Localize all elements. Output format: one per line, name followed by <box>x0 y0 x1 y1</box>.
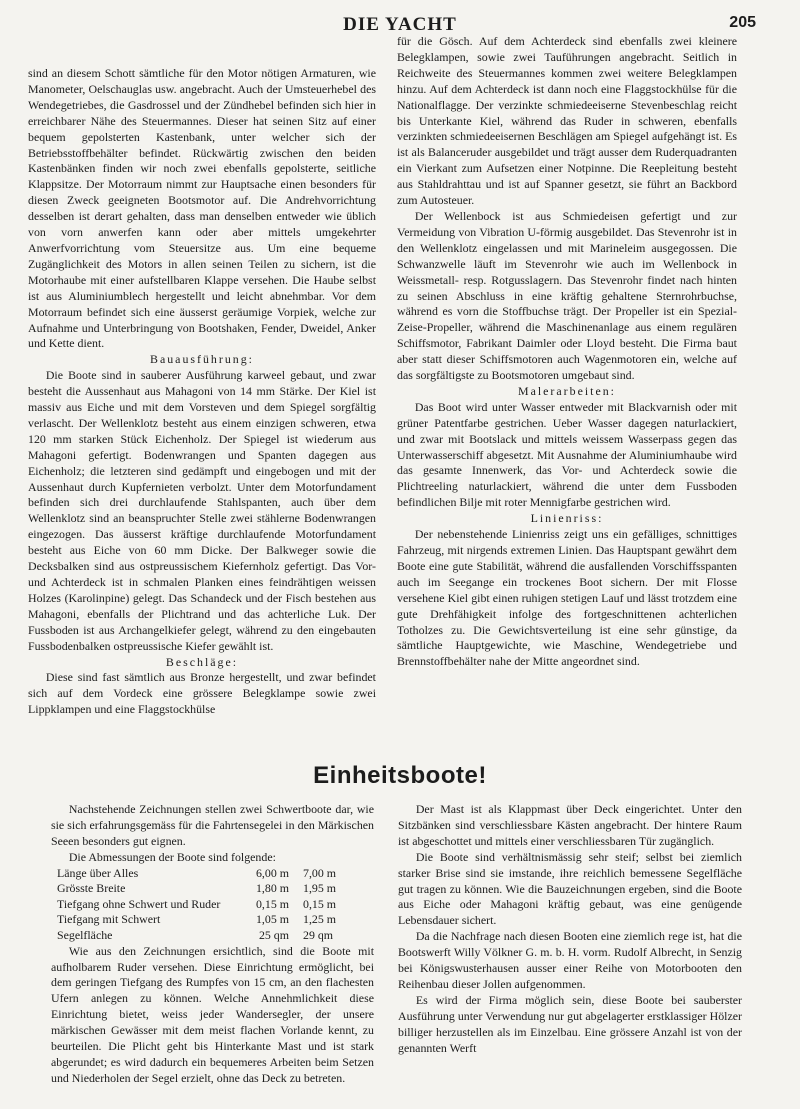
dimension-label: Grösste Breite <box>57 881 126 896</box>
table-row <box>57 912 363 928</box>
paragraph: Der Wellenbock ist aus Schmiedeisen gefertigt und zur Vermeidung von Vibration U-förmig ausgebildet. Das Stevenrohr ist in den Wellenklotz eingelassen und mit Marineleim ausgegossen. Die Schwanzwelle läuft im Stevenrohr wie auch im Wellenbock in Weissmetall- resp. Rotgusslagern. Das Stevenrohr findet nach hinten zu seinen Abschluss in eine kräftig gehaltene Sternrohrbuchse, während es vorn die Stoffbuchse trägt. Der Propeller ist ein Spezial-Zeise-Propeller, während die Maschinenanlage aus einem regulären Schiffsmotor, Fabrikant Daimler oder Lloyd besteht. Die Firma baut aber statt dieser Schiffsmotoren auch Wagenmotoren ein, welche auf das sorgfältigste zu Bootsmotoren umgebaut sind. <box>397 208 737 383</box>
column-top-left <box>28 66 376 718</box>
paragraph: Das Boot wird unter Wasser entweder mit Blackvarnish oder mit grüner Patentfarbe gestrichen. Ueber Wasser dagegen naturlackiert, und zwar mit Bootslack und mittels weissem Wasserpass gegen das Unterwasserschiff abgesetzt. Mit Ausnahme der Aluminiumhaube wird das gesamte Innenwerk, das Vor- und Achterdeck sowie die Plichtreeling naturlackiert, während die unter dem Fussboden befindlichen Bilje mit roter Mennigfarbe gestrichen wird. <box>397 399 737 510</box>
dimension-label: Tiefgang mit Schwert <box>57 912 161 927</box>
section-title: Einheitsboote! <box>313 762 487 789</box>
paragraph: Der Mast ist als Klappmast über Deck eingerichtet. Unter den Sitzbänken sind verschliessbare Kästen angebracht. Der hintere Raum ist abgeschottet und mittels einer verschliessbaren Tür zugänglich. <box>398 802 742 848</box>
journal-title: DIE YACHT <box>343 14 457 35</box>
paragraph: sind an diesem Schott sämtliche für den Motor nötigen Armaturen, wie Manometer, Oelschauglas usw. angebracht. Auch der Umsteuerhebel des Wendegetriebes, die Gasdrossel und der Zündhebel befinden sich hier in erreichbarer Nähe des Steuermannes. Dieser hat seinen Sitz auf einer bequem gepolsterten Kastenbank, unter welcher sich der Betriebsstoffbehälter befindet. Rückwärtig zwischen den beiden Kastenbänken finden wir noch zwei ebenfalls gepolsterte, seitliche Klappsitze. Der Motorraum nimmt zur Hauptsache einen besonders für diesen Zweck geeigneten Bootsmotor auf. Die Andrehvorrichtung desselben ist derart gehalten, dass man denselben entweder wie üblich von vorn anwerfen kann oder aber mittels umgekehrter Anwerfvorrichtung vom Steuersitze aus. Um eine bequeme Zugänglichkeit des Motors in allen seinen Teilen zu sichern, ist die Motorhaube mit einer aufstellbaren Klappe versehen. Die Haube selbst ist aus Aluminiumblech hergestellt und leicht abnehmbar. Vor dem Motorraum befindet sich eine äusserst geräumige Vorpiek, welche zur Aufnahme und Unterbringung von Bootshaken, Fender, Dweidel, Anker und Kette dient. <box>28 66 376 351</box>
paragraph: Diese sind fast sämtlich aus Bronze hergestellt, und zwar befindet sich auf dem Vordeck eine grössere Belegklampe sowie zwei Lippklampen und eine Flaggstockhülse <box>28 670 376 717</box>
dimension-label: Länge über Alles <box>57 865 139 880</box>
dimension-value-boat-2: 1,95 m <box>303 881 337 896</box>
dimensions-table <box>57 866 363 944</box>
paragraph: Wie aus den Zeichnungen ersichtlich, sind die Boote mit aufholbarem Ruder versehen. Diese Einrichtung ermöglicht, bei dem geringen Tiefgang des Rumpfes von 15 cm, an den flachesten Ufern anlegen zu können. Welche Annehmlichkeit diese Einrichtung bietet, weiss jeder Wandersegler, der unsere märkischen Gewässer mit dem meist flachen Vorlande kennt, zu beurteilen. Die Plicht geht bis Hinterkante Mast und ist stark abgerundet; es wird dadurch ein bequemeres Arbeiten beim Setzen und Niederholen der Segel erzielt, ohne das Deck zu betreten. <box>51 943 374 1085</box>
dimension-value-boat-1: 1,80 m <box>255 881 289 896</box>
table-row <box>57 881 363 897</box>
paragraph: Die Boote sind in sauberer Ausführung karweel gebaut, und zwar besteht die Aussenhaut aus Mahagoni von 14 mm Stärke. Der Kiel ist massiv aus Eiche und mit dem Vorsteven und dem Spiegel sorgfältig verlascht. Der Wellenklotz besteht aus einem einzigen schweren, etwa 120 mm starken Stück Eichenholz. Der Spiegel ist wiederum aus Mahagoni gefertigt. Bodenwrangen und Spanten dagegen aus Eichenholz; die letzteren sind gedämpft und eingebogen und mit der Aussenhaut durch Kupfernieten verbolzt. Unter dem Motorfundament befinden sich drei durchlaufende Stahlspanten, auch über dem Wellenklotz sind an beanspruchter Stelle zwei stählerne Bodenwrangen eingezogen. Das äusserst kräftige durchlaufende Motorfundament besteht aus Eiche von 60 mm Dicke. Der Balkweger sowie die Decksbalken sind aus ostpreussischem Kiefernholz gefertigt. Das Vor- und Achterdeck ist in schmalen Planken eines feindrähtigen weissen Holzes (Karolinpine) gelegt. Das Schandeck und der Fisch bestehen aus Mahagoni, ebenfalls der Plichtrand und das achterliche Luk. Der Fussboden ist aus Archangelkiefer gelegt, während zu den eingebauten Fussbodenbalken ostpreussische Kiefer gewählt ist. <box>28 368 376 653</box>
table-row <box>57 928 363 944</box>
paragraph: Die Abmessungen der Boote sind folgende: <box>68 849 276 864</box>
column-top-right <box>397 34 737 670</box>
paragraph: Da die Nachfrage nach diesen Booten eine ziemlich rege ist, hat die Bootswerft Willy Völkner G. m. b. H. vorm. Rudolf Albrecht, in Senzig bei Königswusterhausen ausser einer Reihe von Motorbooten den Reihenbau dieser Jollen aufgenommen. <box>398 929 742 991</box>
paragraph: Der nebenstehende Linienriss zeigt uns ein gefälliges, schnittiges Fahrzeug, mit nirgends extremen Linien. Das Hauptspant gewährt dem Boote eine gute Stabilität, während die ausfallenden Vorschiffsspanten auch im Seegange ein trockenes Boot sichern. Der mit Flosse versehene Kiel gibt einen ruhigen stetigen Lauf und lässt trotzdem eine gute Drehfähigkeit infolge des fortgeschnittenen achterlichen Totholzes zu. Die Gewichtsverteilung ist eine sehr günstige, da sämtliche Hauptgewichte, wie Maschine, Wendegetriebe und Brennstoffbehälter nahe der Mitte angeordnet sind. <box>397 527 737 669</box>
paragraph: Nachstehende Zeichnungen stellen zwei Schwertboote dar, wie sie sich erfahrungsgemäss für die Fahrtensegelei in den Märkischen Seeen besonders gut eignen. <box>51 802 374 848</box>
subheading-beschlaege: Beschläge: <box>165 654 239 669</box>
subheading-linienriss: Linienriss: <box>530 511 604 526</box>
dimension-label: Tiefgang ohne Schwert und Ruder <box>57 896 221 911</box>
table-row <box>57 897 363 913</box>
dimension-value-boat-2: 0,15 m <box>303 896 337 911</box>
subheading-bauausfuehrung: Bauausführung: <box>150 352 254 367</box>
column-bottom-right <box>398 802 742 1057</box>
page-number: 205 <box>729 14 756 31</box>
dimension-value-boat-1: 25 qm <box>258 928 289 942</box>
paragraph: Es wird der Firma möglich sein, diese Boote bei sauberster Ausführung unter Verwendung nur gut abgelagerter erstklassiger Hölzer billiger herzustellen als im Einzelbau. Eine grössere Anzahl ist von der genannten Werft <box>398 992 742 1055</box>
dimension-value-boat-2: 29 qm <box>303 928 334 942</box>
dimension-label: Segelfläche <box>57 928 113 942</box>
dimension-value-boat-1: 0,15 m <box>255 896 289 911</box>
subheading-malerarbeiten: Malerarbeiten: <box>518 383 616 398</box>
table-row <box>57 866 363 882</box>
paragraph: für die Gösch. Auf dem Achterdeck sind ebenfalls zwei kleinere Belegklampen, sowie zwei Tauführungen angebracht. Seitlich in Reichweite des Steuermannes kommen zwei weitere Belegklampen hinzu. Auf dem Achterdeck ist dann noch eine Flaggstockhülse für die Nationalflagge. Der verzinkte schmiedeeiserne Stevenbeschlag reicht bis Unterkante Kiel, während das Ruder in schweren, ebenfalls verzinkten schmiedeeisernen Beschlägen am Spiegel aufgehängt ist. Es ist als Balanceruder ausgebildet und trägt ausser dem Ruderquadranten ein Vierkant zum Aufsetzen einer Notpinne. Die Reepleitung besteht aus Stahldrahttau und ist auf Spanner gesetzt, sie führt an Backbord zum Autosteuer. <box>397 34 737 208</box>
dimension-value-boat-2: 7,00 m <box>303 865 337 880</box>
dimension-value-boat-1: 1,05 m <box>255 912 289 927</box>
dimension-value-boat-2: 1,25 m <box>303 912 337 927</box>
paragraph: Die Boote sind verhältnismässig sehr steif; selbst bei ziemlich starker Brise sind sie imstande, ihre reichlich bemessene Segelfläche gut tragen zu können. Wie die Bauzeichnungen ergeben, sind die Boote aus Eiche oder Mahagoni kräftig gebaut, was eine genügende Lebensdauer sichert. <box>398 849 742 928</box>
column-bottom-left <box>51 802 374 1087</box>
dimension-value-boat-1: 6,00 m <box>255 865 289 880</box>
